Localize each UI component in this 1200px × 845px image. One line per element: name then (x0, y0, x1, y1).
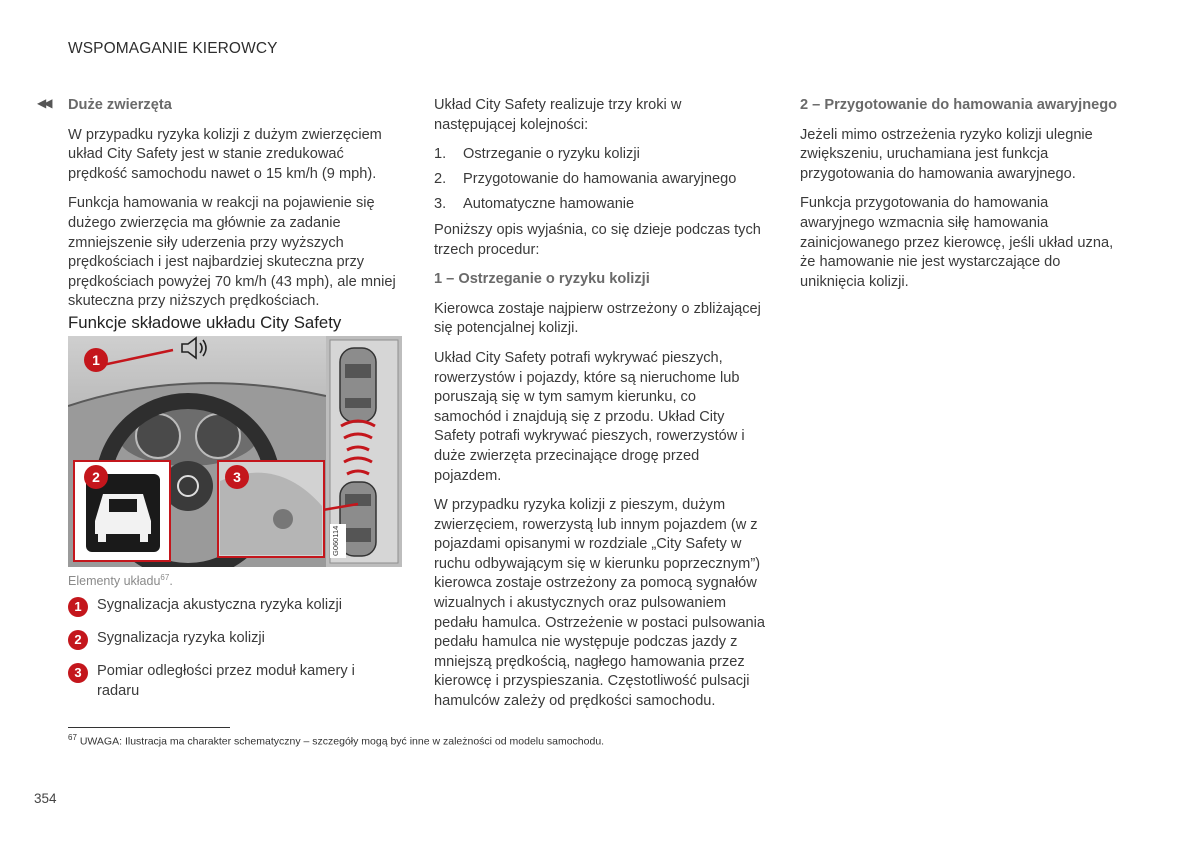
car-top-view-icon (340, 348, 376, 422)
paragraph: Jeżeli mimo ostrzeżenia ryzyko kolizji ulegnie zwiększeniu, uruchamiana jest funkcja przygotowania do hamowania awaryjnego. (800, 126, 1093, 182)
footnote-divider (68, 727, 230, 728)
previous-page-icon[interactable]: ◀◀ (37, 96, 50, 110)
legend-text: Pomiar odległości przez moduł kamery i radaru (97, 663, 355, 699)
paragraph: W przypadku ryzyka kolizji z dużym zwierzęciem układ City Safety jest w stanie zredukować prędkość samochodu nawet o 15 km/h (9 mph). (68, 126, 382, 182)
page-header: WSPOMAGANIE KIEROWCY (68, 40, 278, 57)
figure-badge-1: 1 (92, 352, 100, 368)
paragraph: Układ City Safety potrafi wykrywać pieszych, rowerzystów i pojazdy, które są nieruchome lub poruszają się w tym samym kierunku, co samochód i znajdują się z przodu. Układ City Safety potrafi wykrywać pieszych, rowerzystów i duże zwierzęta przecinające drogę przed pojazdem. (434, 349, 745, 484)
legend-item (68, 629, 388, 650)
legend-badge: 1 (68, 597, 88, 617)
footnote-number: 67 (68, 733, 77, 742)
column-1 (68, 96, 398, 322)
figure-badge-3: 3 (233, 469, 241, 485)
paragraph: Funkcja przygotowania do hamowania awaryjnego wzmacnia siłę hamowania zainicjowanego przez kierowcę, jeśli układ uzna, że hamowanie nie jest wystarczające do uniknięcia kolizji. (800, 195, 1114, 290)
legend-item (68, 662, 378, 701)
city-safety-figure (68, 336, 402, 567)
paragraph: Kierowca zostaje najpierw ostrzeżony o zbliżającej się potencjalnej kolizji. (434, 300, 761, 337)
figure-badge-2: 2 (92, 469, 100, 485)
legend-badge: 3 (68, 663, 88, 683)
subhead-large-animals: Duże zwierzęta (68, 97, 172, 113)
figure-caption: Elementy układu$^{67}$. (68, 573, 173, 589)
paragraph: Funkcja hamowania w reakcji na pojawienie się dużego zwierzęcia ma głównie za zadanie zmniejszenie siły uderzenia przy wyższych prędkościach i jest najbardziej skuteczna przy prędkościach powyżej 70 km/h (43 mph), ale mniej skuteczna przy niższych prędkościach. (68, 195, 396, 310)
legend-text: Sygnalizacja akustyczna ryzyka kolizji (97, 597, 342, 613)
list-item: 1. Ostrzeganie o ryzyku kolizji (434, 146, 640, 163)
image-code: G060114 (331, 525, 340, 556)
legend-badge: 2 (68, 630, 88, 650)
subhead-brake-prep: 2 – Przygotowanie do hamowania awaryjnego (800, 97, 1118, 113)
paragraph: Układ City Safety realizuje trzy kroki w następującej kolejności: (434, 97, 682, 133)
steps-list (434, 145, 766, 215)
legend-text: Sygnalizacja ryzyka kolizji (97, 630, 265, 646)
page-number: 354 (34, 791, 57, 806)
footnote-text: UWAGA: Ilustracja ma charakter schematyczny – szczegóły mogą być inne w zależności od modelu samochodu. (79, 735, 605, 748)
paragraph: W przypadku ryzyka kolizji z pieszym, dużym zwierzęciem, rowerzystą lub innym pojazdem (w z pojazdami opisanymi w rozdziale „City Safety w ruchu odbywającym się w kierunku poprzecznym”) kierowca zostaje ostrzeżony za pomocą sygnałów wizualnych i akustycznych oraz pulsowaniem pedału hamulca. Ostrzeżenie w postaci pulsowania pedału hamulca nie występuje podczas jazdy z mniejszą prędkością, nagłego hamowania przez kierowcę i przyspieszania. Częstotliwość pulsacji hamulców zależy od prędkości samochodu. (434, 497, 765, 710)
list-item: 2. Przygotowanie do hamowania awaryjnego (434, 171, 737, 188)
paragraph: Poniższy opis wyjaśnia, co się dzieje podczas tych trzech procedur: (434, 221, 761, 258)
subhead-warning: 1 – Ostrzeganie o ryzyku kolizji (434, 271, 650, 288)
column-3 (800, 96, 1120, 302)
list-item: 3. Automatyczne hamowanie (434, 196, 635, 213)
legend-item (68, 596, 388, 617)
caption-text: Elementy układu (68, 574, 161, 589)
footnote (68, 733, 604, 748)
caption-footnote-ref[interactable]: 67 (160, 573, 170, 582)
column-2 (434, 96, 766, 722)
section-heading: Funkcje składowe układu City Safety (68, 313, 342, 332)
